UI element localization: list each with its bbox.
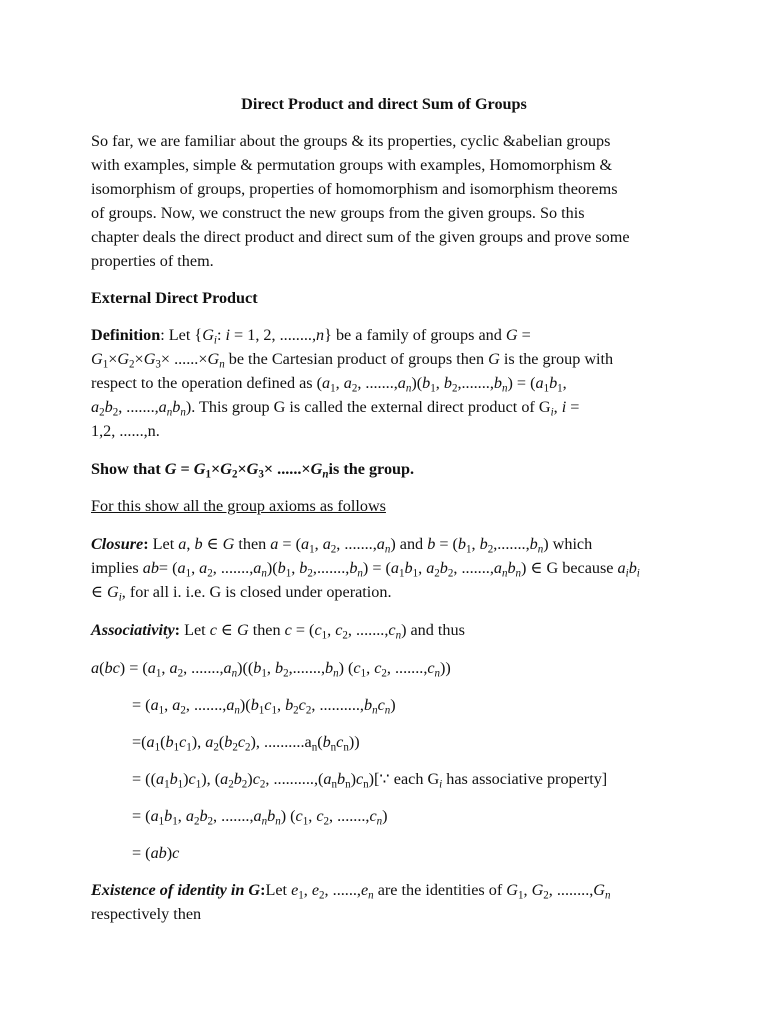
identity-line-1: Existence of identity in G:Let $e_1$, $e_2$, $......,e_n$ are the identities of $G_1$, $G_2$, $........,G_n$ [91, 881, 611, 902]
assoc-step-4: = $((a_1b_1)c_1)$, $(a_2b_2)c_2$, $..........,(a_nb_n)c_n)[\because$ each $G_i$ has associative property] [132, 770, 608, 791]
assoc-note-tail: has associative property] [442, 770, 608, 788]
intro-line-1: So far, we are familiar about the groups & its properties, cyclic &abelian groups [91, 132, 611, 150]
definition-line-2: $G_1\times G_2\times G_3\times ......\times G_n$ be the Cartesian product of groups then G is the group with [91, 350, 614, 371]
assoc-step-5: = ($a_1b_1$, $a_2b_2$, $.......,a_nb_n$) ($c_1$, $c_2$, $.......,c_n$) [132, 807, 388, 828]
identity-line-2: respectively then [91, 905, 202, 923]
definition-line-1: Definition: Let {$G_i$: i = 1, 2, ........,n} be a family of groups and G = [91, 326, 531, 347]
closure-line-3: ∈ $G_i$, for all i. i.e. G is closed under operation. [91, 583, 392, 604]
closure-tail: for all i. i.e. G is closed under operation. [129, 583, 392, 601]
definition-line-4-tail: . This group G is called the external direct product of G [191, 398, 551, 416]
assoc-step-2: = ($a_1$, $a_2$, $.......,a_n)(b_1c_1$, $b_2c_2$, $..........,b_nc_n$) [132, 696, 396, 717]
closure-line-2: implies $ab= (a_1$, $a_2$, $.......,a_n)(b_1$, $b_2,.......,b_n) = (a_1b_1$, $a_2b_2$, $.......,a_nb_n$) ∈ G because $a_ib_i$ [91, 559, 640, 580]
definition-label: Definition [91, 326, 161, 344]
identity-label: Existence of identity in G [91, 881, 261, 899]
assoc-note: [∵ each G [374, 770, 440, 788]
definition-line-5: 1,2, ......,n. [91, 422, 160, 440]
closure-line-1: Closure: Let a, b ∈ G then $a = (a_1$, $a_2$, $.......,a_n$) and $b = (b_1$, $b_2,.......,b_n$) which [91, 535, 593, 556]
intro-line-2: with examples, simple & permutation groups with examples, Homomorphism & [91, 156, 613, 174]
assoc-step-1: $a(bc) = (a_1$, $a_2$, $.......,a_n)((b_1$, $b_2,.......,b_n$) ($c_1$, $c_2$, $.......,c_n$)) [91, 659, 451, 680]
assoc-step-3: $=(a_1(b_1c_1)$, $a_2(b_2c_2)$, $..........a_n(b_nc_n)$) [132, 733, 360, 754]
page-title: Direct Product and direct Sum of Groups [241, 95, 527, 113]
show-that-suffix: is the group. [328, 460, 415, 478]
associativity-line-1: Associativity: Let c ∈ G then $c = (c_1$, $c_2$, $.......,c_n$) and thus [91, 621, 465, 642]
axioms-intro: For this show all the group axioms as follows [91, 497, 386, 515]
intro-line-6: properties of them. [91, 252, 214, 270]
intro-line-5: chapter deals the direct product and direct sum of the given groups and prove some [91, 228, 630, 246]
intro-line-3: isomorphism of groups, properties of homomorphism and isomorphism theorems [91, 180, 618, 198]
show-that-statement: Show that $G = G_1\times G_2\times G_3\times ......\times G_nis$ the group. [91, 460, 415, 481]
associativity-label: Associativity [91, 621, 175, 639]
external-direct-product-heading: External Direct Product [91, 289, 258, 307]
intro-line-4: of groups. Now, we construct the new groups from the given groups. So this [91, 204, 585, 222]
definition-line-3: respect to the operation defined as ($a_1$, $a_2$, $.......,a_n)(b_1$, $b_2,.......,b_n) = (a_1b_1$, [91, 374, 567, 395]
assoc-step-6: = (ab)c [132, 844, 180, 862]
show-that-prefix: Show that [91, 460, 165, 478]
closure-label: Closure [91, 535, 144, 553]
definition-line-4: $a_2b_2$, $.......,a_nb_n$). This group G is called the external direct product of $G_i$, i = [91, 398, 580, 419]
